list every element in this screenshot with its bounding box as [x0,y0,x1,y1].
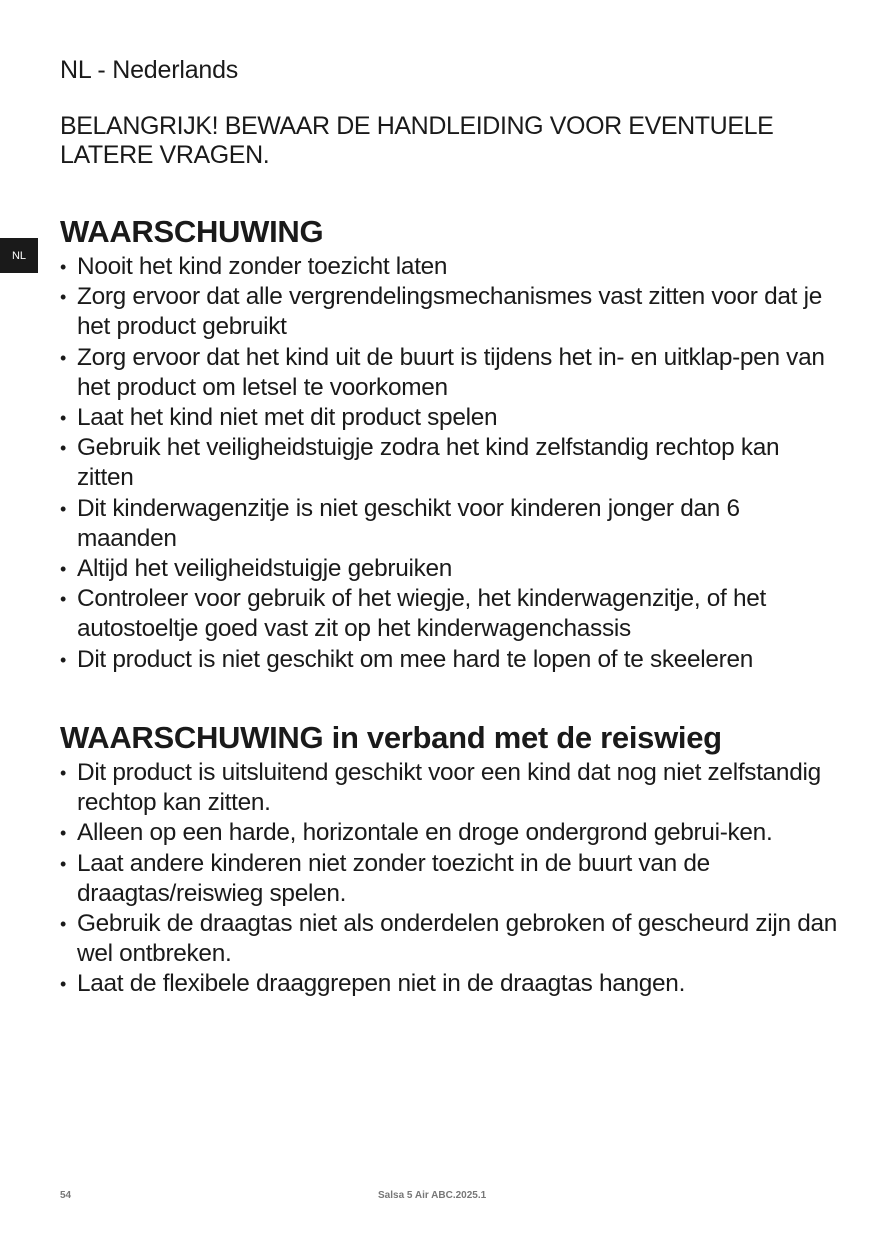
carrycot-warning-section [60,720,840,1000]
bullet-icon: • [60,438,67,459]
page-number: 54 [60,1190,72,1201]
footer-model: Salsa 5 Air ABC.2025.1 [378,1190,487,1201]
warning-list [60,252,840,675]
list-item: • Gebruik het veiligheidstuigje zodra het kind zelfstandig rechtop kan zitten [60,434,780,492]
language-label: NL - Nederlands [60,56,239,84]
warning-section [60,214,840,675]
bullet-icon: • [60,823,67,844]
bullet-icon: • [60,914,67,935]
list-item: • Zorg ervoor dat het kind uit de buurt is tijdens het in- en uitklap-pen van het product om letsel te voorkomen [60,343,825,401]
bullet-icon: • [60,559,67,580]
section-title: WAARSCHUWING [60,214,324,249]
list-item: • Nooit het kind zonder toezicht laten [60,252,840,282]
bullet-icon: • [60,347,67,368]
list-item: • Alleen op een harde, horizontale en droge ondergrond gebrui-ken. [60,818,840,848]
important-notice: BELANGRIJK! BEWAAR DE HANDLEIDING VOOR EVENTUELE LATERE VRAGEN. [60,112,774,169]
bullet-icon: • [60,974,67,995]
bullet-icon: • [60,853,67,874]
section-title: WAARSCHUWING in verband met de reiswieg [60,720,722,755]
list-item: • Altijd het veiligheidstuigje gebruiken [60,554,840,584]
list-item: • Laat de flexibele draaggrepen niet in de draagtas hangen. [60,969,840,999]
side-language-tab: NL [0,238,38,273]
list-item: • Gebruik de draagtas niet als onderdelen gebroken of gescheurd zijn dan wel ontbreken. [60,910,838,968]
bullet-icon: • [60,257,67,277]
bullet-icon: • [60,408,67,429]
bullet-icon: • [60,763,67,783]
bullet-icon: • [60,287,67,308]
bullet-icon: • [60,498,67,519]
list-item: • Zorg ervoor dat alle vergrendelingsmechanismes vast zitten voor dat je het product gebruikt [60,283,822,341]
list-item: • Dit product is niet geschikt om mee hard te lopen of te skeeleren [60,645,840,675]
bullet-icon: • [60,649,67,670]
list-item: • Laat andere kinderen niet zonder toezicht in de buurt van de draagtas/reiswieg spelen. [60,849,710,907]
carrycot-warning-list [60,758,840,1000]
list-item: • Laat het kind niet met dit product spelen [60,403,840,433]
bullet-icon: • [60,589,67,610]
list-item: • Controleer voor gebruik of het wiegje, het kinderwagenzitje, of het autostoeltje goed vast zit op het kinderwagenchassis [60,585,766,643]
list-item: • Dit kinderwagenzitje is niet geschikt voor kinderen jonger dan 6 maanden [60,494,740,552]
list-item: • Dit product is uitsluitend geschikt voor een kind dat nog niet zelfstandig rechtop kan zitten. [60,759,821,817]
